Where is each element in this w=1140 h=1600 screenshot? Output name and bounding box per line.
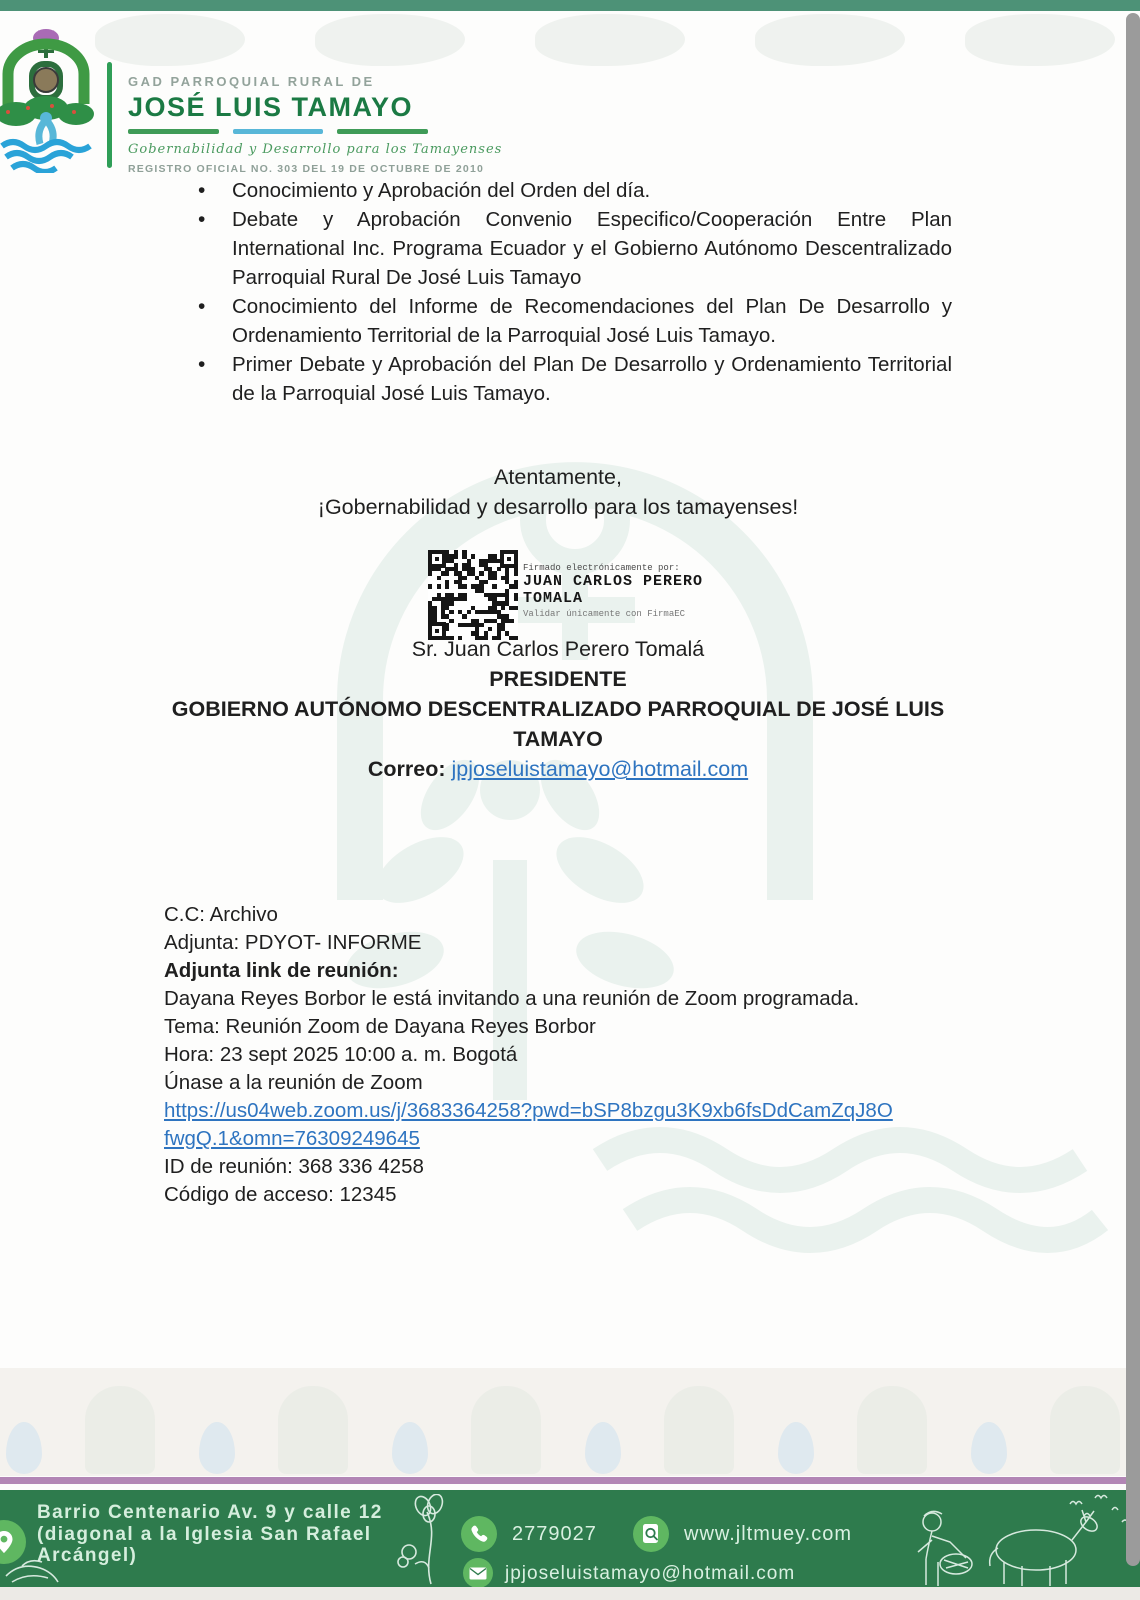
zoom-time-line: Hora: 23 sept 2025 10:00 a. m. Bogotá	[164, 1043, 518, 1066]
signature-name-line1: JUAN CARLOS PERERO	[523, 573, 704, 590]
agenda-item: • Debate y Aprobación Convenio Especifico/Cooperación Entre Plan International Inc. Programa Ecuador y el Gobierno Autónomo Descentralizado Parroquial Rural De José Luis Tamayo	[192, 205, 952, 292]
browser-search-icon	[633, 1516, 669, 1552]
donkey-art	[840, 1490, 1130, 1587]
zoom-passcode: Código de acceso: 12345	[164, 1183, 397, 1206]
closing-salutation: Atentamente,	[494, 465, 622, 489]
page-bottom-strip	[0, 1587, 1140, 1600]
signer-email-line	[0, 754, 1116, 784]
signature-text	[523, 550, 703, 640]
agenda-list	[192, 176, 952, 408]
top-watermark-blob	[755, 14, 905, 66]
flower-art	[393, 1494, 465, 1586]
signature-name-line2: TOMALA	[523, 590, 584, 607]
electronic-signature	[428, 550, 703, 640]
signer-block	[0, 634, 1116, 784]
header-text-block	[128, 74, 548, 175]
signature-validation-note: Validar únicamente con FirmaEC	[523, 609, 686, 619]
envelope-icon	[463, 1558, 493, 1587]
top-watermark-blob	[95, 14, 245, 66]
closing-block	[0, 462, 1116, 522]
qr-code	[428, 550, 518, 640]
footer-address-line1: Barrio Centenario Av. 9 y calle 12	[37, 1502, 383, 1523]
signer-email-link[interactable]: jpjoseluistamayo@hotmail.com	[451, 757, 749, 781]
org-registry: REGISTRO OFICIAL NO. 303 DEL 19 DE OCTUBRE DE 2010	[128, 163, 485, 175]
footer-website: www.jltmuey.com	[684, 1523, 852, 1545]
org-tagline: Gobernabilidad y Desarrollo para los Tamayenses	[128, 142, 503, 157]
footer-corner-art	[2, 1548, 62, 1586]
top-green-bar	[0, 0, 1140, 11]
org-supertitle: GAD PARROQUIAL RURAL DE	[128, 74, 375, 89]
footer-address-line2: (diagonal a la Iglesia San Rafael	[37, 1523, 372, 1545]
footer-phone: 2779027	[512, 1523, 597, 1545]
org-logo	[0, 28, 106, 173]
closing-motto: ¡Gobernabilidad y desarrollo para los tamayenses!	[317, 495, 799, 519]
footer-accent-rule	[0, 1477, 1140, 1484]
attachment-line: Adjunta: PDYOT- INFORME	[164, 931, 422, 954]
signature-caption: Firmado electrónicamente por:	[523, 563, 680, 573]
org-name: JOSÉ LUIS TAMAYO	[128, 92, 414, 122]
zoom-invite-line: Dayana Reyes Borbor le está invitando a una reunión de Zoom programada.	[164, 987, 860, 1010]
zoom-link-line2[interactable]: fwgQ.1&omn=76309249645	[164, 1127, 420, 1150]
phone-icon	[461, 1516, 497, 1552]
zoom-link-line1[interactable]: https://us04web.zoom.us/j/3683364258?pwd=bSP8bzgu3K9xb6fsDdCamZqJ8O	[164, 1099, 893, 1122]
scrollbar-thumb[interactable]	[1126, 13, 1140, 1566]
zoom-join-line: Únase a la reunión de Zoom	[164, 1071, 423, 1094]
footer-address-line3: Arcángel)	[37, 1545, 138, 1566]
footer-email: jpjoseluistamayo@hotmail.com	[505, 1563, 796, 1584]
zoom-meeting-id: ID de reunión: 368 336 4258	[164, 1155, 424, 1178]
signer-org-line1: GOBIERNO AUTÓNOMO DESCENTRALIZADO PARROQUIAL DE JOSÉ LUIS	[171, 697, 945, 721]
top-watermark-blob	[535, 14, 685, 66]
bottom-watermark-row	[6, 1382, 1120, 1474]
signer-name: Sr. Juan Carlos Perero Tomalá	[411, 637, 705, 661]
header-underline-bars	[128, 129, 428, 134]
agenda-item: • Primer Debate y Aprobación del Plan De Desarrollo y Ordenamiento Territorial de la Parroquial José Luis Tamayo.	[192, 350, 952, 408]
agenda-item: • Conocimiento y Aprobación del Orden del día.	[192, 176, 952, 205]
agenda-item: • Conocimiento del Informe de Recomendaciones del Plan De Desarrollo y Ordenamiento Territorial de la Parroquial José Luis Tamayo.	[192, 292, 952, 350]
attachment-link-label: Adjunta link de reunión:	[164, 959, 399, 982]
birds	[1070, 1496, 1128, 1523]
signer-title: PRESIDENTE	[489, 667, 627, 691]
email-label: Correo:	[367, 757, 446, 781]
top-watermark-blob	[315, 14, 465, 66]
footer-bar	[0, 1490, 1140, 1587]
cc-line: C.C: Archivo	[164, 903, 278, 926]
signer-org-line2: TAMAYO	[513, 727, 603, 751]
zoom-topic-line: Tema: Reunión Zoom de Dayana Reyes Borbor	[164, 1015, 596, 1038]
top-watermark-blob	[965, 14, 1115, 66]
footer-address	[37, 1502, 383, 1567]
header-divider	[107, 62, 112, 168]
cc-meeting-block	[164, 901, 994, 1209]
